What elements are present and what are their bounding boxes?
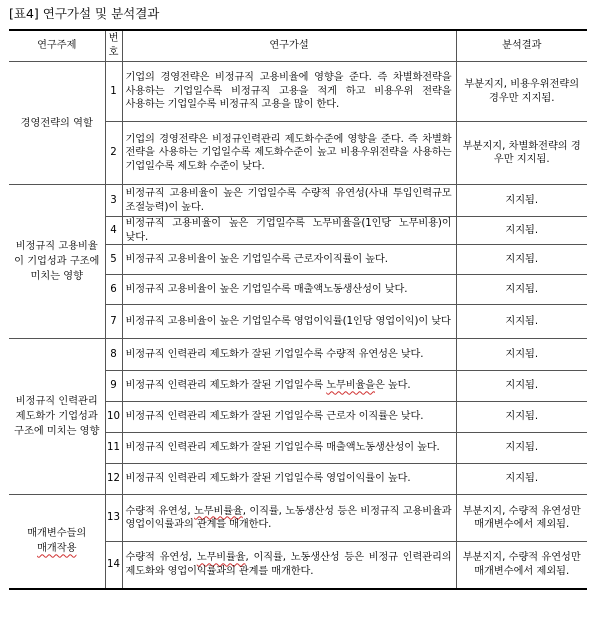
table-row <box>9 185 587 217</box>
hypothesis-text: 기업의 경영전략은 비정규직 고용비율에 영향을 준다. 즉 차별화전략을 사용하는 기업일수록 비정규직 고용을 적게 하고 비용우위 전략을 사용하는 기업일수록 비정규직 고용을 많이 한다. <box>122 62 456 122</box>
hypothesis-text: 비정규직 고용비율이 높은 기업일수록 영업이익률(1인당 영업이익)이 낮다 <box>122 305 456 339</box>
hypothesis-text: 비정규직 인력관리 제도화가 잘된 기업일수록 근로자 이직률은 낮다. <box>122 402 456 433</box>
row-number: 9 <box>105 371 122 402</box>
hypothesis-text <box>122 542 456 589</box>
row-number: 2 <box>105 122 122 185</box>
result-text: 지지됨. <box>456 185 587 217</box>
row-number: 7 <box>105 305 122 339</box>
row-number: 3 <box>105 185 122 217</box>
hypothesis-results-table <box>9 29 587 590</box>
row-number: 6 <box>105 275 122 305</box>
row-number: 14 <box>105 542 122 589</box>
header-result: 분석결과 <box>456 30 587 62</box>
hypothesis-text-part: 은 높다. <box>375 380 411 392</box>
result-text: 지지됨. <box>456 433 587 464</box>
topic-strategy-role: 경영전략의 역할 <box>9 62 105 185</box>
hypothesis-text-part: 수량적 유연성, <box>125 552 197 564</box>
row-number: 13 <box>105 495 122 542</box>
result-text: 부분지지, 수량적 유연성만 매개변수에서 제외됨. <box>456 542 587 589</box>
table-row <box>9 62 587 122</box>
row-number: 8 <box>105 339 122 371</box>
hypothesis-text <box>122 495 456 542</box>
header-topic: 연구주제 <box>9 30 105 62</box>
result-text: 지지됨. <box>456 371 587 402</box>
topic-mediators <box>9 495 105 589</box>
header-number: 번호 <box>105 30 122 62</box>
result-text: 지지됨. <box>456 245 587 275</box>
topic-line: 매개변수들의 <box>27 528 87 540</box>
hypothesis-text: 비정규직 고용비율이 높은 기업일수록 근로자이직률이 높다. <box>122 245 456 275</box>
row-number: 5 <box>105 245 122 275</box>
hypothesis-text: 비정규직 고용비율이 높은 기업일수록 노무비율을(1인당 노무비용)이 낮다. <box>122 217 456 245</box>
row-number: 12 <box>105 464 122 495</box>
topic-institutionalization: 비정규직 인력관리 제도화가 기업성과 구조에 미치는 영향 <box>9 339 105 495</box>
hypothesis-text: 비정규직 인력관리 제도화가 잘된 기업일수록 수량적 유연성은 낮다. <box>122 339 456 371</box>
header-hypothesis: 연구가설 <box>122 30 456 62</box>
table-header-row <box>9 30 587 62</box>
hypothesis-text-part: 비정규직 인력관리 제도화가 잘된 기업일수록 <box>125 380 327 392</box>
hypothesis-text: 비정규직 고용비율이 높은 기업일수록 매출액노동생산성이 낮다. <box>122 275 456 305</box>
hypothesis-text <box>122 371 456 402</box>
result-text: 부분지지, 차별화전략의 경우만 지지됨. <box>456 122 587 185</box>
hypothesis-text-part: , 이직률, 노동생산성 등은 비정규 인력관리의 제도화와 영업이익률과의 관계를 매개한다. <box>125 552 452 577</box>
table-row <box>9 495 587 542</box>
spellcheck-underlined-word: 노무비률율 <box>194 505 243 517</box>
hypothesis-text: 비정규직 인력관리 제도화가 잘된 기업일수록 영업이익률이 높다. <box>122 464 456 495</box>
hypothesis-text-part: 수량적 유연성, <box>125 505 195 517</box>
result-text: 지지됨. <box>456 464 587 495</box>
row-number: 4 <box>105 217 122 245</box>
hypothesis-text: 비정규직 고용비율이 높은 기업일수록 수량적 유연성(사내 투입인력규모 조절능력)이 높다. <box>122 185 456 217</box>
result-text: 부분지지, 수량적 유연성만 매개변수에서 제외됨. <box>456 495 587 542</box>
table-caption: [표4] 연구가설 및 분석결과 <box>9 6 160 21</box>
spellcheck-underlined-word: 노무비율을 <box>326 380 375 392</box>
row-number: 11 <box>105 433 122 464</box>
result-text: 지지됨. <box>456 275 587 305</box>
result-text: 지지됨. <box>456 339 587 371</box>
hypothesis-text-part: , 이직률, 노동생산성 등은 비정규직 고용비율과 영업이익률과의 관계를 매개한다. <box>125 505 452 530</box>
result-text: 부분지지, 비용우위전략의 경우만 지지됨. <box>456 62 587 122</box>
result-text: 지지됨. <box>456 305 587 339</box>
topic-employment-ratio: 비정규직 고용비율이 기업성과 구조에 미치는 영향 <box>9 185 105 339</box>
table-row <box>9 339 587 371</box>
topic-line: 매개작용 <box>37 543 77 555</box>
hypothesis-text: 비정규직 인력관리 제도화가 잘된 기업일수록 매출액노동생산성이 높다. <box>122 433 456 464</box>
hypothesis-text: 기업의 경영전략은 비정규인력관리 제도화수준에 영향을 준다. 즉 차별화 전략을 사용하는 기업일수록 제도화수준이 높고 비용우위전략을 사용하는 기업일수록 제도화 수준이 낮다. <box>122 122 456 185</box>
result-text: 지지됨. <box>456 402 587 433</box>
row-number: 1 <box>105 62 122 122</box>
spellcheck-underlined-word: 노무비률율 <box>196 552 246 564</box>
result-text: 지지됨. <box>456 217 587 245</box>
row-number: 10 <box>105 402 122 433</box>
